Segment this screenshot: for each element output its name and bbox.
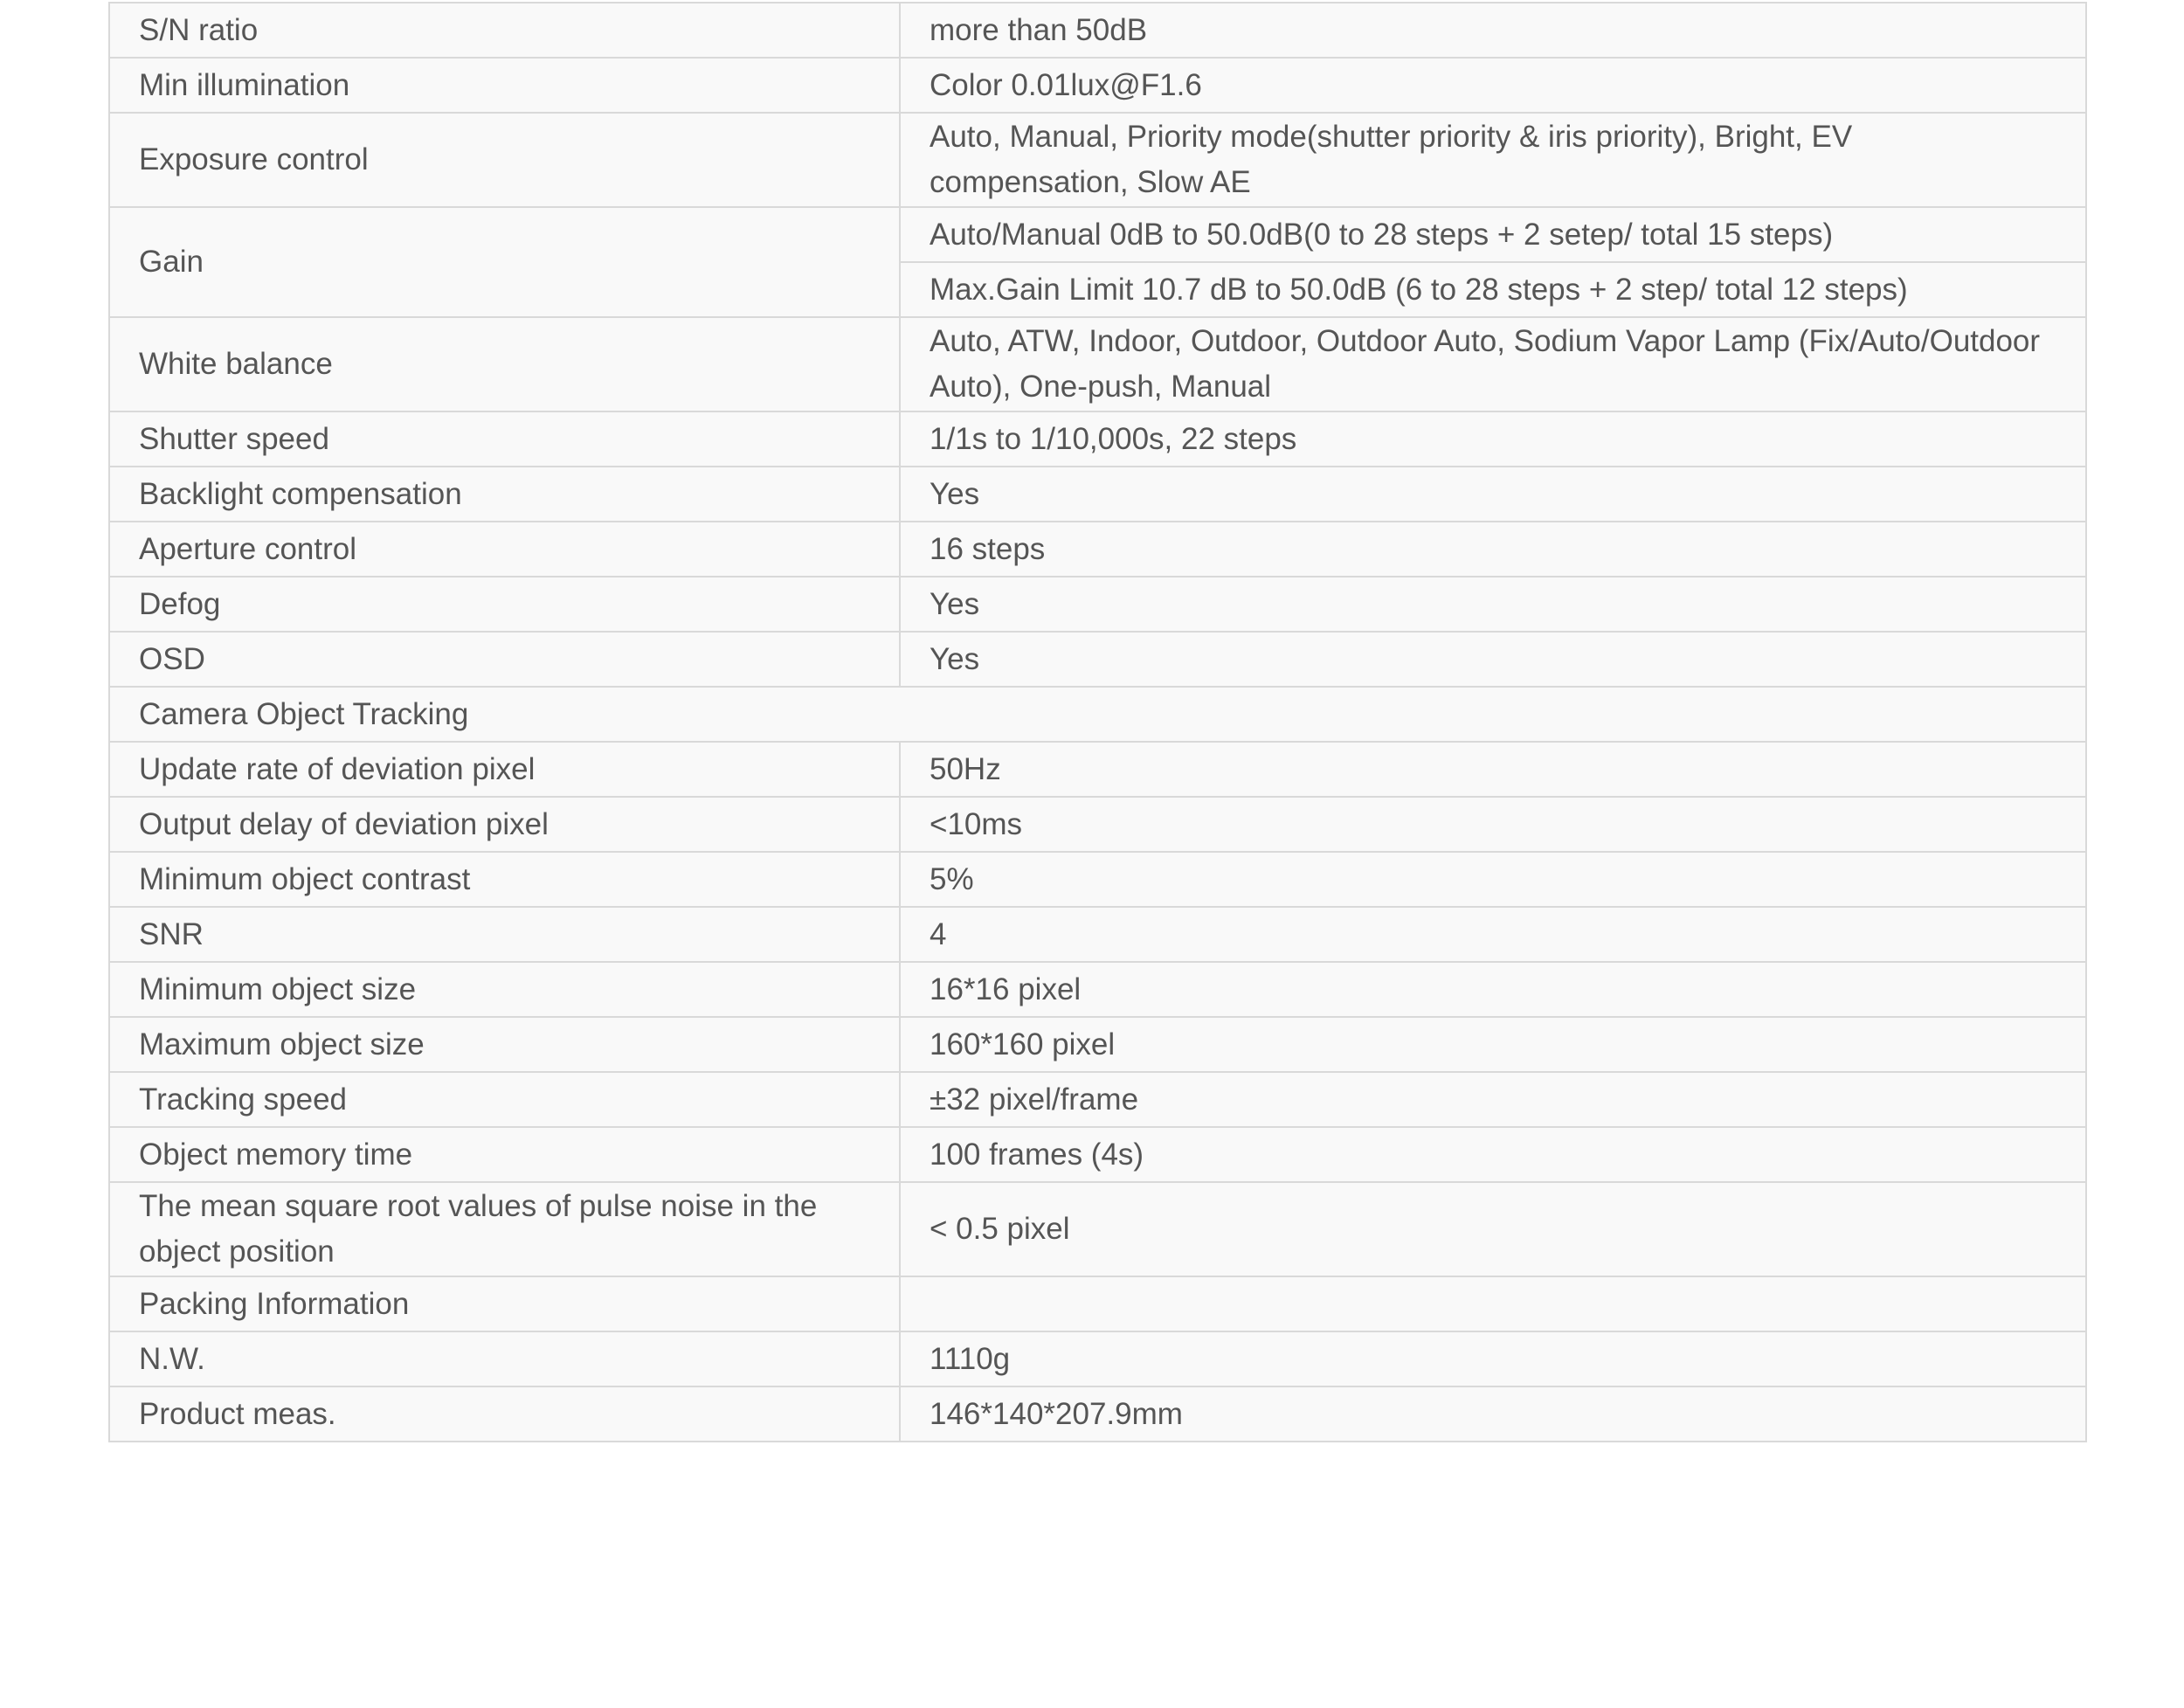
spec-label: Minimum object contrast xyxy=(109,852,900,907)
table-row xyxy=(109,522,2086,577)
spec-value: Yes xyxy=(900,467,2086,522)
spec-value: 1/1s to 1/10,000s, 22 steps xyxy=(900,411,2086,467)
table-row xyxy=(109,467,2086,522)
spec-value: 160*160 pixel xyxy=(900,1017,2086,1072)
spec-value: 4 xyxy=(900,907,2086,962)
spec-value: Yes xyxy=(900,632,2086,687)
spec-value: Yes xyxy=(900,577,2086,632)
spec-label: Backlight compensation xyxy=(109,467,900,522)
spec-value: 100 frames (4s) xyxy=(900,1127,2086,1182)
spec-value xyxy=(900,1276,2086,1331)
spec-table xyxy=(108,2,2087,1442)
spec-label: Packing Information xyxy=(109,1276,900,1331)
spec-value: Auto, ATW, Indoor, Outdoor, Outdoor Auto, Sodium Vapor Lamp (Fix/Auto/Outdoor Auto), One-push, Manual xyxy=(900,317,2086,411)
spec-label: Exposure control xyxy=(109,113,900,207)
table-row xyxy=(109,1276,2086,1331)
spec-value: Color 0.01lux@F1.6 xyxy=(900,58,2086,113)
table-row xyxy=(109,207,2086,262)
table-row xyxy=(109,1127,2086,1182)
table-row xyxy=(109,962,2086,1017)
table-row xyxy=(109,907,2086,962)
spec-value: Auto/Manual 0dB to 50.0dB(0 to 28 steps + 2 setep/ total 15 steps) xyxy=(900,207,2086,262)
spec-label: Update rate of deviation pixel xyxy=(109,742,900,797)
table-row xyxy=(109,317,2086,411)
spec-label: N.W. xyxy=(109,1331,900,1386)
spec-label: Min illumination xyxy=(109,58,900,113)
spec-label: White balance xyxy=(109,317,900,411)
spec-value: 5% xyxy=(900,852,2086,907)
spec-label: Shutter speed xyxy=(109,411,900,467)
spec-label: Maximum object size xyxy=(109,1017,900,1072)
spec-value: < 0.5 pixel xyxy=(900,1182,2086,1276)
spec-value: more than 50dB xyxy=(900,3,2086,58)
table-row xyxy=(109,1386,2086,1442)
spec-label: The mean square root values of pulse noise in the object position xyxy=(109,1182,900,1276)
spec-label: S/N ratio xyxy=(109,3,900,58)
spec-value: <10ms xyxy=(900,797,2086,852)
spec-value: ±32 pixel/frame xyxy=(900,1072,2086,1127)
spec-value: 50Hz xyxy=(900,742,2086,797)
table-row xyxy=(109,113,2086,207)
spec-value: 16*16 pixel xyxy=(900,962,2086,1017)
spec-label: OSD xyxy=(109,632,900,687)
table-row xyxy=(109,411,2086,467)
spec-label: Tracking speed xyxy=(109,1072,900,1127)
table-row xyxy=(109,797,2086,852)
spec-label: Object memory time xyxy=(109,1127,900,1182)
spec-label: Gain xyxy=(109,207,900,317)
spec-value: Max.Gain Limit 10.7 dB to 50.0dB (6 to 28 steps + 2 step/ total 12 steps) xyxy=(900,262,2086,317)
spec-value: Auto, Manual, Priority mode(shutter priority & iris priority), Bright, EV compensation, Slow AE xyxy=(900,113,2086,207)
table-row xyxy=(109,1017,2086,1072)
table-row xyxy=(109,1072,2086,1127)
spec-value: 16 steps xyxy=(900,522,2086,577)
table-row xyxy=(109,742,2086,797)
spec-label: Aperture control xyxy=(109,522,900,577)
spec-label: SNR xyxy=(109,907,900,962)
spec-label: Minimum object size xyxy=(109,962,900,1017)
section-heading: Camera Object Tracking xyxy=(109,687,2086,742)
table-row xyxy=(109,632,2086,687)
spec-value: 1110g xyxy=(900,1331,2086,1386)
table-row xyxy=(109,1331,2086,1386)
spec-label: Product meas. xyxy=(109,1386,900,1442)
table-row xyxy=(109,1182,2086,1276)
spec-label: Output delay of deviation pixel xyxy=(109,797,900,852)
spec-label: Defog xyxy=(109,577,900,632)
table-row xyxy=(109,3,2086,58)
table-row xyxy=(109,852,2086,907)
section-row xyxy=(109,687,2086,742)
table-row xyxy=(109,577,2086,632)
spec-value: 146*140*207.9mm xyxy=(900,1386,2086,1442)
table-row xyxy=(109,58,2086,113)
